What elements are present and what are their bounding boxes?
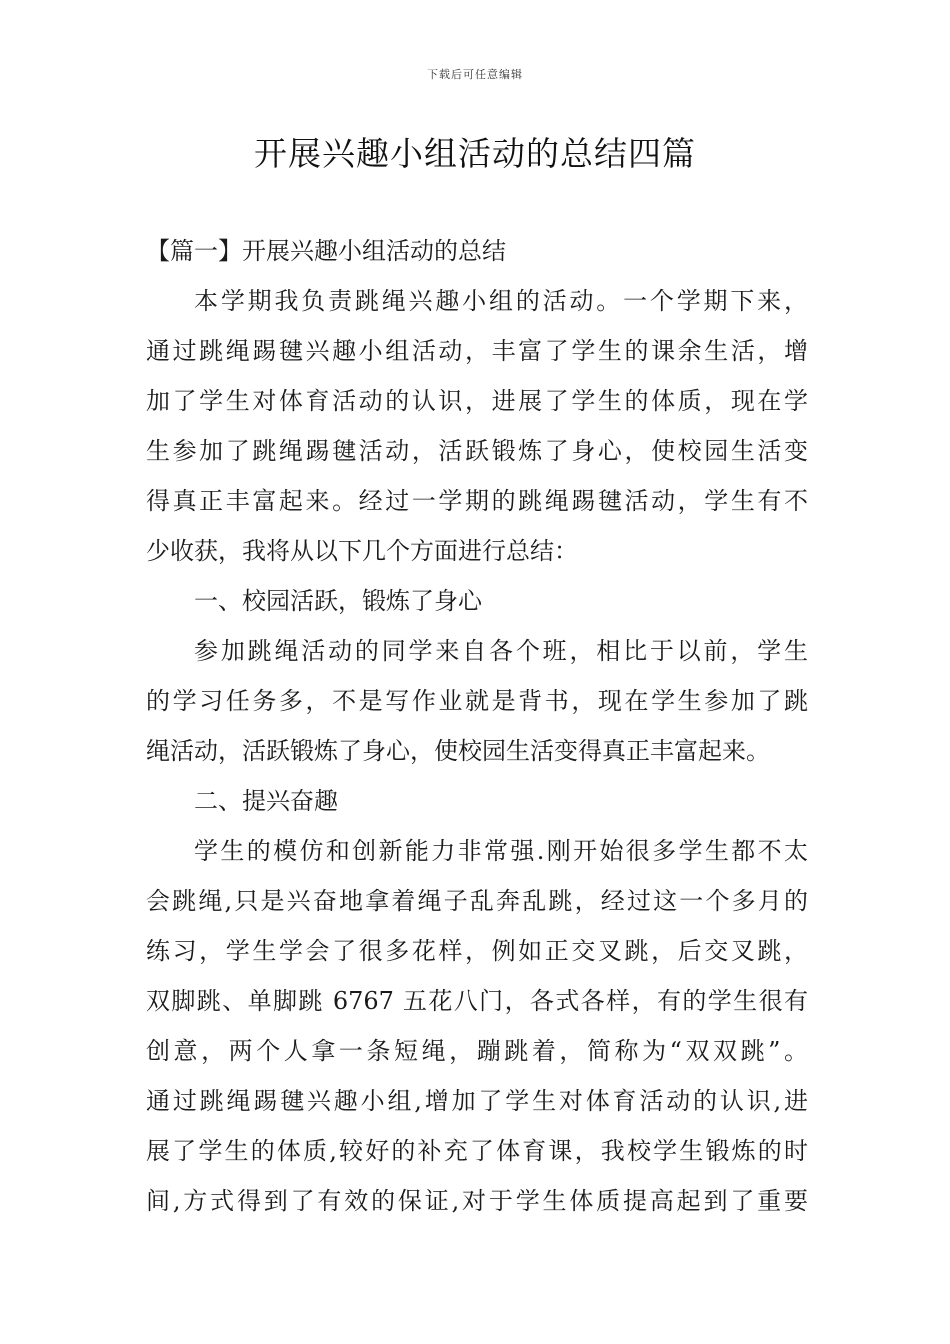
document-title: 开展兴趣小组活动的总结四篇 [254,134,696,173]
paragraph-line: 间,方式得到了有效的保证,对于学生体质提高起到了重要 [146,1187,808,1215]
paragraph-line: 加了学生对体育活动的认识，进展了学生的体质，现在学 [146,387,808,415]
document-body [146,226,808,1226]
paragraph-line: 通过跳绳踢毽兴趣小组,增加了学生对体育活动的认识,进 [146,1087,808,1115]
paragraph-line: 参加跳绳活动的同学来自各个班，相比于以前，学生 [194,637,808,665]
paragraph-line: 会跳绳,只是兴奋地拿着绳子乱奔乱跳，经过这一个多月的 [146,887,808,915]
paragraph-line: 本学期我负责跳绳兴趣小组的活动。一个学期下来， [194,287,808,315]
paragraph-line: 生参加了跳绳踢毽活动，活跃锻炼了身心，使校园生活变 [146,437,808,465]
paragraph-line: 得真正丰富起来。经过一学期的跳绳踢毽活动，学生有不 [146,487,808,515]
paragraph-line: 二、提兴奋趣 [194,787,338,815]
section-heading: 【篇一】开展兴趣小组活动的总结 [146,237,506,265]
paragraph-line: 双脚跳、单脚跳 6767 五花八门，各式各样，有的学生很有 [146,987,808,1015]
header-note: 下载后可任意编辑 [427,68,523,81]
paragraph-line: 绳活动，活跃锻炼了身心，使校园生活变得真正丰富起来。 [146,737,770,765]
paragraph-line: 少收获，我将从以下几个方面进行总结： [146,537,578,565]
paragraph-line: 通过跳绳踢毽兴趣小组活动，丰富了学生的课余生活，增 [146,337,808,365]
paragraph-line: 的学习任务多，不是写作业就是背书，现在学生参加了跳 [146,687,808,715]
paragraph-line: 练习，学生学会了很多花样，例如正交叉跳，后交叉跳， [146,937,808,965]
paragraph-line: 一、校园活跃，锻炼了身心 [194,587,482,615]
paragraph-line: 展了学生的体质,较好的补充了体育课，我校学生锻炼的时 [146,1137,808,1165]
paragraph-line: 创意，两个人拿一条短绳，蹦跳着，简称为“双双跳”。 [146,1037,808,1065]
paragraph-line: 学生的模仿和创新能力非常强.刚开始很多学生都不太 [194,837,808,865]
